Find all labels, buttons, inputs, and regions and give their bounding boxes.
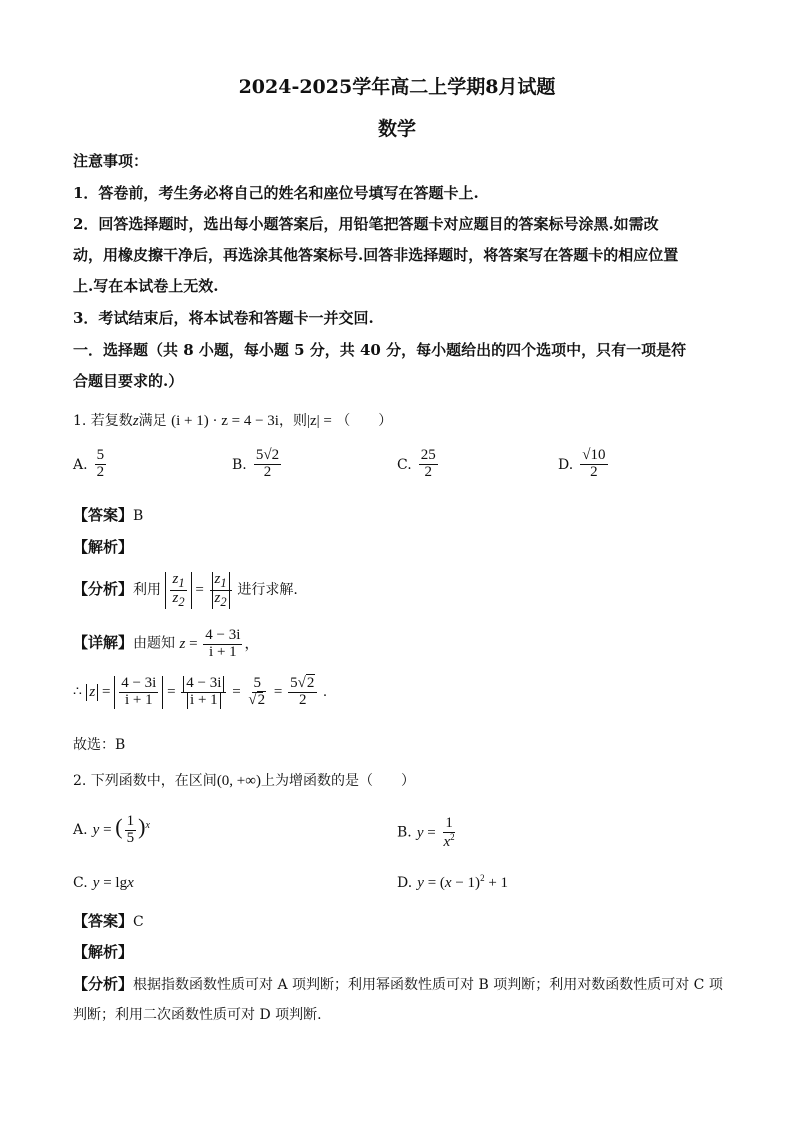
q1-fenxi-pre: 利用	[133, 582, 162, 599]
q1-option-d	[558, 448, 610, 481]
page-title: 2024-2025学年高二上学期8月试题	[238, 76, 556, 98]
q2-fenxi-line2: 判断；利用二次函数性质可对 D 项判断.	[73, 1007, 322, 1023]
q1-option-c-label: C.	[397, 456, 412, 473]
q1-xiangjie-tag: 【详解】	[73, 633, 134, 652]
note-line-4: 上.写在本试卷上无效.	[73, 277, 219, 295]
q2-stem-pre: 2. 下列函数中，在区间	[73, 773, 217, 789]
q2-fenxi-tag: 【分析】	[73, 975, 134, 993]
q1-option-d-den: 2	[590, 463, 598, 480]
q1-answer	[73, 504, 143, 525]
q1-answer-tag: 【答案】	[73, 506, 134, 524]
note-line-3: 动，用橡皮擦干净后，再选涂其他答案标号.回答非选择题时，将答案写在答题卡的相应位置	[73, 246, 679, 264]
q1-option-a-label: A.	[73, 456, 88, 473]
q2-option-c	[73, 872, 134, 892]
q2-option-d-expr: $y = (x - 1)^2 + 1$	[417, 873, 509, 891]
q1-option-c-num: 25	[420, 447, 436, 463]
q2-option-a	[73, 814, 150, 847]
note-line-1: 1．答卷前，考生务必将自己的姓名和座位号填写在答题卡上.	[73, 184, 479, 202]
q1-option-d-num: √10	[582, 447, 606, 463]
q2-option-d	[397, 872, 508, 892]
q1-derivation-formula: z = $\frac{4 - 3i}{i + 1}$ = $\frac{4 - 3i}{i + 1}$ = $\frac{5}{√2}$ = $\frac{5√2}{2}$ .	[86, 684, 326, 700]
q1-option-b-num: 5√2	[255, 447, 280, 463]
q2-analysis-tag: 【解析】	[73, 943, 134, 961]
q1-answer-value: B	[133, 508, 144, 524]
q1-xiangjie-formula: z = $\frac{4 - 3i}{i + 1}$ ，	[179, 627, 260, 660]
q1-therefore: ∴	[73, 683, 82, 700]
question-2-stem	[73, 770, 415, 790]
q1-option-c	[397, 448, 440, 481]
q1-fenxi-tag: 【分析】	[73, 580, 134, 599]
note-line-2: 2．回答选择题时，选出每小题答案后，用铅笔把答题卡对应题目的答案标号涂黑.如需改	[73, 215, 659, 233]
q2-option-d-label: D.	[397, 875, 413, 891]
q2-option-b	[397, 816, 459, 851]
note-line-5: 3．考试结束后，将本试卷和答题卡一并交回.	[73, 309, 374, 327]
q1-xiangjie-pre: 由题知	[133, 635, 176, 652]
q1-option-c-den: 2	[424, 463, 433, 480]
section-heading-line2: 合题目要求的.）	[73, 372, 184, 390]
q1-fenxi	[73, 572, 298, 609]
q1-choice: 故选：B	[73, 737, 126, 753]
q2-fenxi-line1	[73, 973, 723, 994]
q1-option-a-den: 2	[96, 463, 105, 480]
q2-option-a-label: A.	[73, 822, 88, 838]
q2-stem-post: 上为增函数的是（ ）	[260, 773, 415, 789]
q1-option-d-label: D.	[558, 456, 574, 473]
q2-option-b-label: B.	[397, 824, 412, 841]
q2-answer-value: C	[133, 914, 144, 930]
q2-interval: (0, +∞)	[216, 773, 261, 789]
q2-answer-tag: 【答案】	[73, 912, 134, 930]
q1-paren: （ ）	[336, 413, 393, 429]
q1-option-b-den: 2	[263, 463, 272, 480]
q2-option-c-label: C.	[73, 875, 88, 891]
q1-derivation	[73, 676, 327, 709]
q2-option-b-expr: y = $\frac{1}{x^2}$	[416, 815, 455, 850]
q1-abs: |z| =	[306, 413, 332, 429]
page-subtitle: 数学	[377, 118, 416, 140]
section-heading-line1: 一．选择题（共 8 小题，每小题 5 分，共 40 分，每小题给出的四个选项中，只有一项是符	[73, 341, 687, 359]
q1-option-b-label: B.	[232, 456, 247, 473]
q2-fenxi-text1: 根据指数函数性质可对 A 项判断；利用幂函数性质可对 B 项判断；利用对数函数性质可对 C 项	[133, 977, 723, 993]
q1-option-a-num: 5	[96, 447, 105, 463]
q1-option-a-frac	[95, 448, 107, 481]
q1-prefix: 1. 若复数	[73, 413, 133, 429]
q1-option-b-frac	[254, 448, 281, 481]
q1-condition: (i + 1) · z = 4 − 3i	[171, 413, 279, 429]
q1-fenxi-post: 进行求解.	[237, 582, 298, 599]
q2-option-c-expr: y = lgx	[92, 875, 134, 891]
q1-xiangjie	[73, 628, 259, 661]
q1-analysis-tag: 【解析】	[73, 538, 134, 556]
q2-answer	[73, 910, 144, 931]
q1-option-b	[232, 448, 283, 481]
notes-heading: 注意事项：	[73, 152, 149, 170]
q1-fenxi-formula: $\frac{z_1}{z_2}$ = $\frac{z_1}{z_2}$	[165, 582, 237, 598]
q1-mid: 满足	[138, 413, 167, 429]
question-1-stem	[73, 410, 392, 430]
q1-option-d-frac	[580, 448, 607, 481]
q1-var: z	[132, 413, 139, 429]
q1-option-a	[73, 448, 108, 481]
q1-option-c-frac	[419, 448, 438, 481]
q1-then: ，则	[278, 413, 307, 429]
q2-option-a-expr: y = ( $\frac{1}{5}$ )$^x$	[92, 813, 150, 847]
